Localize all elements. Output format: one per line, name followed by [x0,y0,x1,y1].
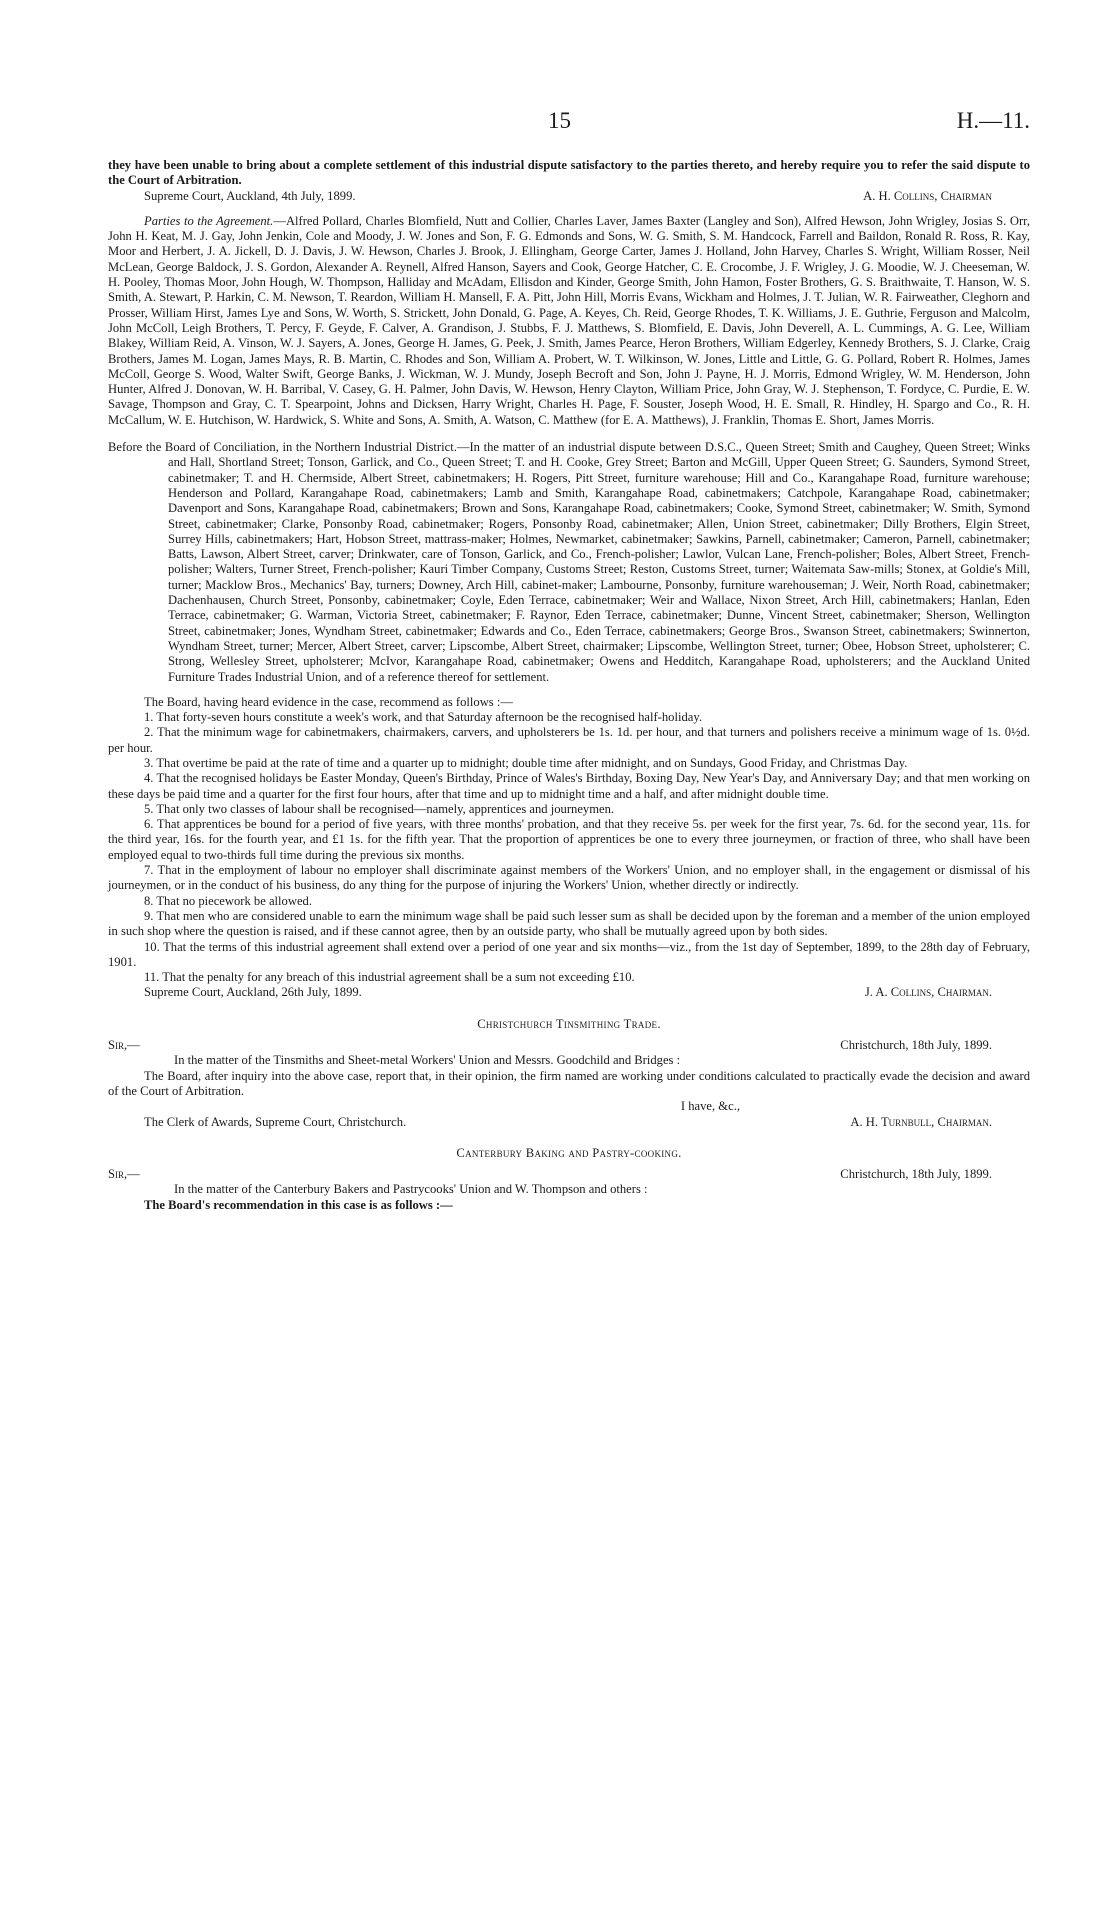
tinsmithing-matter: In the matter of the Tinsmiths and Sheet-metal Workers' Union and Messrs. Goodchild and Bridges : [174,1053,681,1068]
baking-salutation: Sir,— [108,1167,140,1182]
baking-salutation-line [108,1167,1030,1182]
recommendation-item: 6. That apprentices be bound for a period of five years, with three months' probation, and that they receive 5s. per week for the first year, 7s. 6d. for the second year, 11s. for the third year, 16s. for the fourth year, and £1 1s. for the fifth year. That the proportion of apprentices be one to every three journeymen, or fraction of three, who shall have been employed equal to two-thirds full time during the previous six months. [108,817,1030,862]
recommendation-item: 1. That forty-seven hours constitute a week's work, and that Saturday afternoon be the recognised half-holiday. [144,710,702,725]
intro-paragraph: they have been unable to bring about a complete settlement of this industrial dispute satisfactory to the parties thereto, and hereby require you to refer the said dispute to the Court of Arbitration. [108,158,1030,188]
recommendations-list [108,710,1030,985]
baking-heading: Canterbury Baking and Pastry-cooking. [456,1145,682,1160]
tinsmithing-i-have: I have, &c., [680,1099,740,1114]
parties-label: Parties to the Agreement. [144,213,274,228]
baking-body: The Board's recommendation in this case is as follows :— [144,1197,453,1212]
recommendation-item: 3. That overtime be paid at the rate of time and a quarter up to midnight; double time after midnight, and on Sundays, Good Friday, and Christmas Day. [144,755,908,770]
intro-signer: A. H. Collins, Chairman [863,188,992,203]
tinsmithing-salutation-line [108,1038,1030,1053]
board-signature [108,985,1030,1000]
board-of-conciliation-paragraph: Before the Board of Conciliation, in the Northern Industrial District.—In the matter of an industrial dispute between D.S.C., Queen Street; Smith and Caughey, Queen Street; Winks and Hall, Shortland Street; Tonson, Garlick, and Co., Queen Street; T. and H. Cooke, Grey Street; Barton and McGill, Upper Queen Street; G. Saunders, Symond Street, cabinetmaker; T. and H. Chermside, Albert Street, cabinetmakers; H. Rogers, Pitt Street, furniture warehouse; Hill and Co., Karangahape Road, furniture warehouse; Henderson and Pollard, Karangahape Road, cabinetmakers; Lamb and Smith, Karangahape Road, cabinetmakers; Catchpole, Karangahape Road, cabinetmaker; Davenport and Sons, Karangahape Road, cabinetmakers; Brown and Sons, Karangahape Road, cabinetmakers; Cooke, Symond Street, cabinetmaker; W. Smith, Symond Street, cabinetmaker; Clarke, Ponsonby Road, cabinetmaker; Rogers, Ponsonby Road, cabinetmaker; Allen, Union Street, cabinetmaker; Dilly Brothers, Elgin Street, Surrey Hills, cabinetmakers; Hart, Hobson Street, mattrass-maker; Holmes, Newmarket, cabinetmaker; Sawkins, Parnell, cabinetmaker; Cameron, Parnell, cabinetmaker; Batts, Lawson, Albert Street, carver; Drinkwater, care of Tonson, Garlick, and Co., French-polisher; Lawlor, Vulcan Lane, French-polisher; Boles, Albert Street, French-polisher; Walters, Turner Street, French-polisher; Kauri Timber Company, Customs Street; Reston, Customs Street, turner; Waitemata Saw-mills; Stonex, at Goldie's Mill, turner; Macklow Bros., Mechanics' Bay, turners; Downey, Arch Hill, cabinet-maker; Lambourne, Ponsonby, furniture warehouseman; J. Weir, North Road, cabinetmaker; Dachenhausen, Church Street, Ponsonby, cabinetmaker; Coyle, Eden Terrace, cabinetmaker; Weir and Wallace, Nixon Street, Arch Hill, cabinetmakers; Hanlan, Eden Terrace, cabinetmaker; G. Warman, Victoria Street, cabinetmaker; F. Raynor, Eden Terrace, cabinetmaker; Dunne, Vincent Street, cabinetmaker; Sherson, Wellington Street, cabinetmaker; Jones, Wyndham Street, cabinetmaker; Edwards and Co., Eden Terrace, cabinetmakers; George Bros., Swanson Street, cabinetmakers; Swinnerton, Wyndham Street, turner; Mercer, Albert Street, carver; Lipscombe, Albert Street, chairmaker; Lipscombe, Wellington Street, turner; Obee, Hobson Street, upholsterer; C. Strong, Wellesley Street, upholsterer; McIvor, Karangahape Road, cabinetmaker; Owens and Hedditch, Karangahape Road, upholsterers; and the Auckland United Furniture Trades Industrial Union, and of a reference thereof for settlement. [108,440,1030,684]
recommendation-item: 5. That only two classes of labour shall be recognised—namely, apprentices and journeymen. [144,801,615,816]
tinsmithing-heading: Christchurch Tinsmithing Trade. [477,1016,661,1031]
tinsmithing-date: Christchurch, 18th July, 1899. [840,1038,992,1053]
tinsmithing-body: The Board, after inquiry into the above case, report that, in their opinion, the firm named are working under conditions calculated to practically evade the decision and award of the Court of Arbitration. [108,1068,1030,1098]
page-header [0,108,1114,136]
recommendation-item: 7. That in the employment of labour no employer shall discriminate against members of the Workers' Union, and no employer shall, in the engagement or dismissal of his journeymen, or in the conduct of his business, do any thing for the purpose of injuring the Workers' Union, whether directly or indirectly. [108,863,1030,893]
recommendation-item: 9. That men who are considered unable to earn the minimum wage shall be paid such lesser sum as shall be decided upon by the foreman and a member of the union employed in such shop where the question is raised, and if these cannot agree, then by an outside party, who shall be mutually agreed upon by both sides. [108,908,1030,939]
page-number: 15 [548,108,571,133]
board-intro: The Board, having heard evidence in the case, recommend as follows :— [144,694,513,709]
recommendation-item: 2. That the minimum wage for cabinetmakers, chairmakers, carvers, and upholsterers be 1s. 1d. per hour, and that turners and polishers receive a minimum wage of 1s. 0½d. per hour. [108,725,1030,755]
tinsmithing-signer: A. H. Turnbull, Chairman. [850,1114,992,1129]
intro-signature [108,189,1030,204]
board-place-date: Supreme Court, Auckland, 26th July, 1899. [144,985,362,1000]
recommendation-item: 8. That no piecework be allowed. [144,893,312,908]
parties-paragraph [108,214,1030,428]
baking-date: Christchurch, 18th July, 1899. [840,1167,992,1182]
recommendation-item: 4. That the recognised holidays be Easter Monday, Queen's Birthday, Prince of Wales's Birthday, Boxing Day, New Year's Day, and Anniversary Day; and that men working on these days be paid time and a quarter for the first four hours, after that time and up to midnight time and a half, and after midnight double time. [108,771,1030,801]
page-content [108,158,1030,1213]
recommendation-item: 10. That the terms of this industrial agreement shall extend over a period of one year and six months—viz., from the 1st day of September, 1899, to the 28th day of February, 1901. [108,939,1030,969]
tinsmithing-salutation: Sir,— [108,1038,140,1053]
board-signer: J. A. Collins, Chairman. [864,985,992,1000]
intro-place-date: Supreme Court, Auckland, 4th July, 1899. [144,188,356,203]
document-reference: H.—11. [956,108,1030,133]
baking-matter: In the matter of the Canterbury Bakers and Pastrycooks' Union and W. Thompson and others : [174,1182,648,1197]
tinsmithing-closing [108,1115,1030,1130]
parties-list: —Alfred Pollard, Charles Blomfield, Nutt and Collier, Charles Laver, James Baxter (Langley and Son), Alfred Hewson, John Wrigley, Josias S. Orr, John H. Keat, M. J. Gay, John Jenkin, Cole and Moody, J. W. Jones and Son, F. G. Edmonds and Sons, W. G. Smith, S. M. Handcock, Farrell and Baildon, Ronald R. Ross, R. Kay, Moor and Herbert, J. A. Jickell, D. J. Davis, J. W. Hewson, Charles J. Brook, J. Ellingham, George Carter, James J. Holland, John Harvey, Charles S. Wright, William Rosser, Neil McLean, George Baldock, J. S. Gordon, Alexander A. Reynell, Alfred Hanson, Sayers and Cook, George Hatcher, C. E. Crocombe, J. F. Wrigley, J. G. Moodie, W. J. Cheeseman, W. H. Pooley, Thomas Moor, John Hough, W. Thompson, Halliday and McAdam, Ellisdon and Kinder, George Smith, John Hamon, Foster Brothers, G. S. Braithwaite, T. Hanson, W. S. Smith, A. Stewart, P. Harkin, C. M. Newson, T. Reardon, William H. Mansell, F. A. Pitt, John Hill, Morris Evans, Wickham and Holmes, J. T. Julian, W. R. Fairweather, Cleghorn and Prosser, William Hirst, James Lye and Sons, W. Worth, S. Strickett, John Donald, G. Page, A. Keyes, Ch. Reid, George Rhodes, T. K. Williams, J. E. Guthrie, Ferguson and Malcolm, John McColl, Leigh Brothers, T. Percy, F. Geyde, F. Calver, A. Grandison, J. Stubbs, F. J. Matthews, S. Blomfield, E. Davis, John Deverell, A. L. Cummings, A. G. Lee, William Blakey, William Reid, A. Vinson, W. J. Sayers, A. Jones, George H. James, G. Peek, J. Smith, James Pearce, Heron Brothers, William Edgerley, Kennedy Brothers, S. J. Clarke, Craig Brothers, James M. Logan, James Mays, R. B. Martin, C. Rhodes and Son, William A. Probert, W. T. Wilkinson, W. Jones, Little and Little, G. G. Pollard, Robert R. Holmes, James McColl, George S. Wood, Walter Swift, George Banks, J. Wickman, W. J. Mundy, Joseph Becroft and Son, John J. Payne, H. J. Morris, Edmond Wrigley, W. M. Henderson, John Hunter, Alfred J. Donovan, W. H. Barribal, V. Casey, G. H. Palmer, John Davis, W. Hewson, Henry Clayton, William Price, John Gray, W. J. Stephenson, T. Fordyce, C. Purdie, E. W. Savage, Thompson and Gray, C. T. Spearpoint, Johns and Dicksen, Harry Wright, Charles H. Page, F. Souster, Joseph Wood, H. E. Small, R. Hindley, H. Spargo and Co., R. H. McCallum, W. E. Hutchison, W. Hardwick, S. White and Sons, A. Smith, A. Watson, C. Matthew (for E. A. Matthews), J. Franklin, Thomas E. Short, James Morris. [108,213,1031,427]
tinsmithing-addressee: The Clerk of Awards, Supreme Court, Christchurch. [144,1114,407,1129]
recommendation-item: 11. That the penalty for any breach of this industrial agreement shall be a sum not exceeding £10. [144,970,635,985]
